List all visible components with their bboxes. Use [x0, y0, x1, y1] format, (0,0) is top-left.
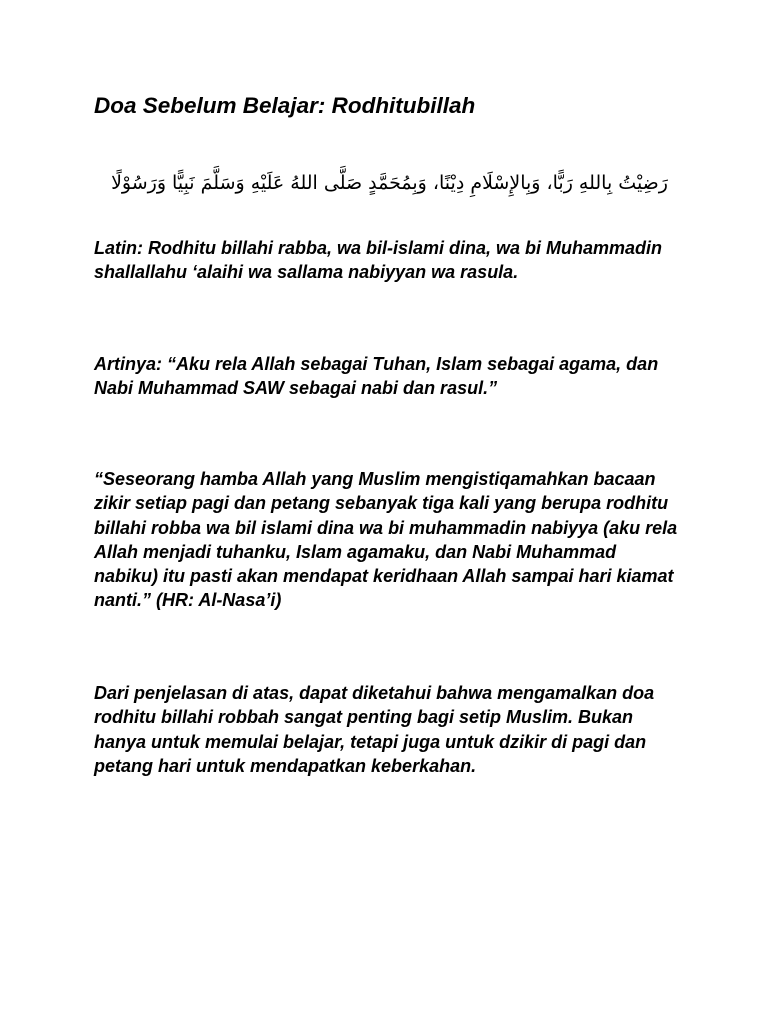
- document-title: Doa Sebelum Belajar: Rodhitubillah: [94, 93, 476, 118]
- explanation-paragraph: Dari penjelasan di atas, dapat diketahui bahwa mengamalkan doa rodhitu billahi robbah sangat penting bagi setip Muslim. Bukan hanya untuk memulai belajar, tetapi juga untuk dzikir di pagi dan petang hari untuk mendapatkan keberkahan.: [94, 683, 655, 776]
- hadith-quote-paragraph: “Seseorang hamba Allah yang Muslim mengistiqamahkan bacaan zikir setiap pagi dan petang sebanyak tiga kali yang berupa rodhitu billahi robba wa bil islami dina wa bi muhammadin nabiyya (aku rela Allah menjadi tuhanku, Islam agamaku, dan Nabi Muhammad nabiku) itu pasti akan mendapat keridhaan Allah sampai hari kiamat nanti.” (HR: Al-Nasa’i): [94, 469, 678, 611]
- meaning-paragraph: Artinya: “Aku rela Allah sebagai Tuhan, Islam sebagai agama, dan Nabi Muhammad SAW sebagai nabi dan rasul.”: [94, 354, 659, 399]
- arabic-prayer-text: رَضِيْتُ بِاللهِ رَبًّا، وَبِالإِسْلَامِ دِيْنًا، وَبِمُحَمَّدٍ صَلَّى اللهُ عَلَيْهِ وَسَلَّمَ نَبِيًّا وَرَسُوْلًا: [111, 172, 668, 194]
- latin-transliteration-paragraph: Latin: Rodhitu billahi rabba, wa bil-islami dina, wa bi Muhammadin shallallahu ‘alaihi wa sallama nabiyyan wa rasula.: [94, 238, 663, 283]
